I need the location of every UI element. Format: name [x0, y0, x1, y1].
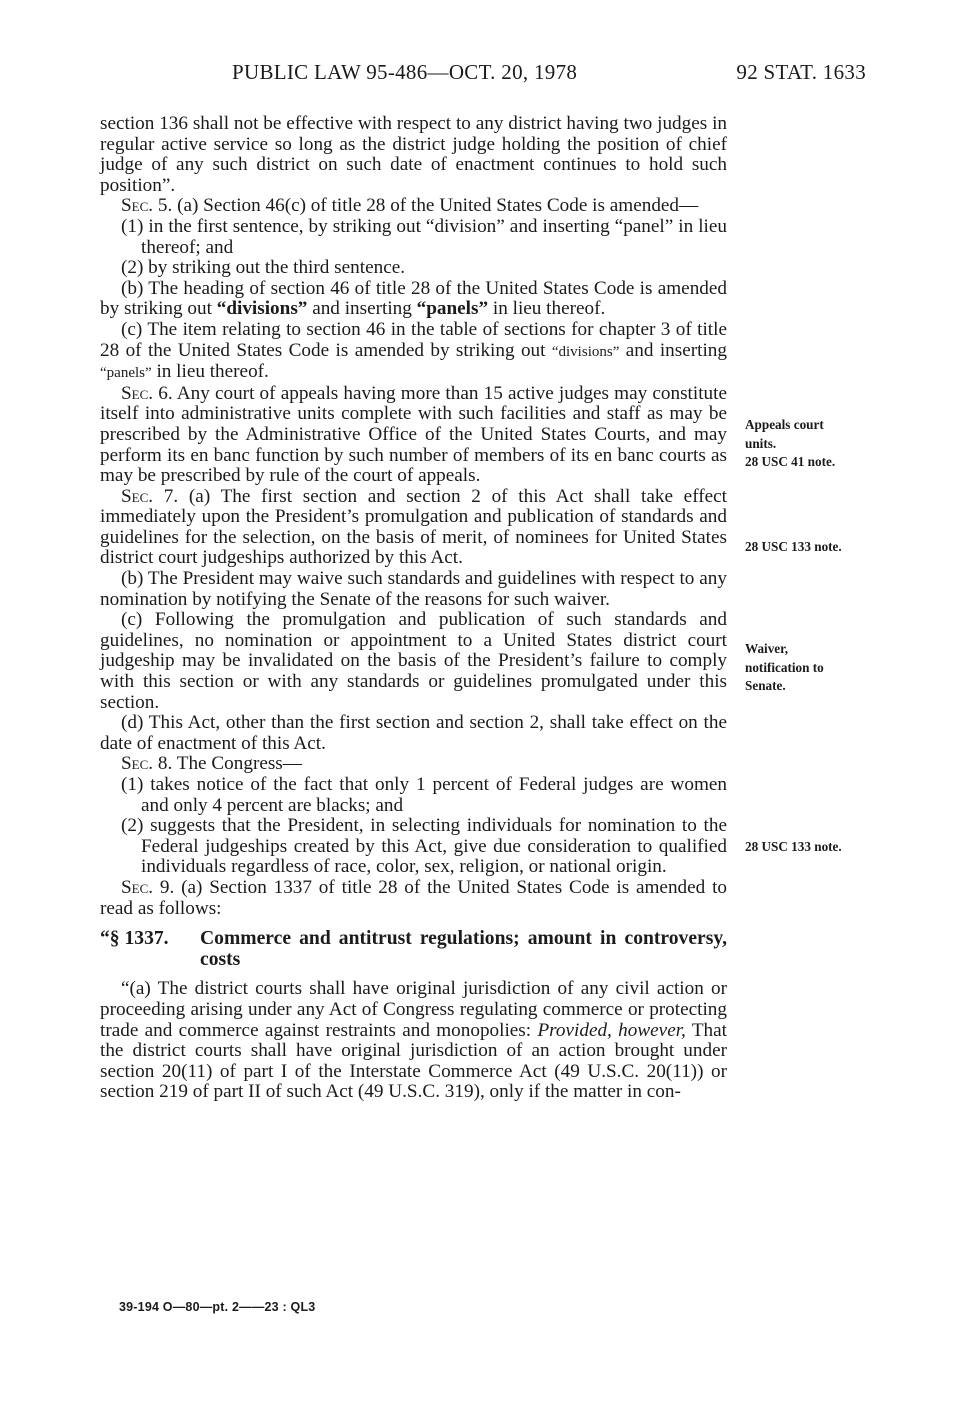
section-8-2: (2) suggests that the President, in selecting individuals for nomination to the Federal judgeships created by this Act, give due consideration to qualified individuals regardless of race, color, sex, religion, or national origin.	[121, 815, 727, 878]
margin-note-line: Appeals court	[745, 417, 824, 432]
italic-proviso: Provided, however,	[537, 1019, 686, 1041]
section-text: 6. Any court of appeals having more than 15 active judges may constitute itself into administrative units complete with such facilities and staff as may be prescribed by the Administrative Office of the United States Courts, and may perform its en banc function by such number of members of its en banc courts as may be prescribed by rule of the court of appeals.	[100, 382, 727, 487]
section-text: (b) The heading of section 46 of title 28 of the United States Code is amended by striking out	[100, 277, 727, 320]
statute-page-reference: 92 STAT. 1633	[736, 60, 866, 84]
quoted-text: That the district courts shall have original jurisdiction of an action brought under section 20(11) of part I of the Interstate Commerce Act (49 U.S.C. 20(11)) or section 219 of part II of such Act (49 U.S.C. 319), only if the matter in con-	[100, 1019, 727, 1103]
quoted-text: “(a) The district courts shall have original jurisdiction of any civil action or proceeding arising under any Act of Congress regulating commerce or protecting trade and commerce against restraints and monopolies:	[100, 978, 727, 1041]
section-5-c	[100, 320, 727, 384]
margin-note-usc133-second: 28 USC 133 note.	[745, 839, 842, 854]
section-5-a	[100, 196, 727, 217]
section-text: in lieu thereof.	[151, 361, 269, 383]
margin-note-citation: 28 USC 41 note.	[745, 454, 836, 469]
section-label: Sec.	[121, 195, 154, 217]
section-label: Sec.	[121, 382, 154, 404]
page-header	[0, 60, 954, 90]
section-7-d: (d) This Act, other than the first section and section 2, shall take effect on the date of enactment of this Act.	[100, 712, 727, 754]
section-7-c: (c) Following the promulgation and publication of such standards and guidelines, no nomination or appointment to a United States district court judgeship may be invalidated on the basis of the President’s failure to comply with this section or with any standards or guidelines promulgated under this section.	[100, 609, 727, 713]
section-9-a	[100, 878, 727, 919]
margin-note-appeals-court	[745, 416, 835, 472]
section-6	[100, 384, 727, 487]
margin-note-usc133: 28 USC 133 note.	[745, 539, 842, 554]
section-8	[100, 754, 727, 775]
section-number: “§ 1337.	[100, 928, 169, 950]
section-5-a-2: (2) by striking out the third sentence.	[121, 257, 406, 279]
printing-code: 39-194 O—80—pt. 2——23 : QL3	[119, 1300, 316, 1314]
section-text: 9. (a) Section 1337 of title 28 of the United States Code is amended to read as follows:	[100, 876, 727, 919]
section-text: and inserting	[307, 298, 417, 320]
section-text: 8. The Congress—	[153, 753, 302, 775]
section-label: Sec.	[121, 876, 154, 898]
section-7-b: (b) The President may waive such standards and guidelines with respect to any nomination by notifying the Senate of the reasons for such waiver.	[100, 568, 727, 610]
bold-term: “panels”	[416, 298, 489, 320]
section-7-a	[100, 487, 727, 569]
paragraph-continued: section 136 shall not be effective with respect to any district having two judges in regular active service so long as the district judge holding the position of chief judge of any such district on such date of enactment continues to hold such position”.	[100, 113, 727, 196]
margin-note-line: Senate.	[745, 678, 786, 693]
body-text	[100, 114, 727, 1103]
section-text: 5. (a) Section 46(c) of title 28 of the United States Code is amended—	[153, 195, 699, 217]
section-text: (c) The item relating to section 46 in the table of sections for chapter 3 of title 28 of the United States Code is amended by striking out	[100, 318, 727, 361]
section-label: Sec.	[121, 485, 154, 507]
margin-note-line: Waiver,	[745, 641, 789, 656]
section-5-b	[100, 279, 727, 320]
margin-note-line: notification to	[745, 659, 824, 675]
small-term: “divisions”	[551, 343, 620, 360]
section-heading-text: Commerce and antitrust regulations; amount in controversy, costs	[200, 928, 727, 970]
section-text: and inserting	[619, 339, 727, 361]
bold-term: “divisions”	[216, 298, 308, 320]
running-head: PUBLIC LAW 95-486—OCT. 20, 1978	[232, 60, 578, 84]
section-8-1: (1) takes notice of the fact that only 1 percent of Federal judges are women and only 4 percent are blacks; and	[121, 774, 727, 816]
section-label: Sec.	[121, 753, 154, 775]
margin-note-waiver	[745, 640, 824, 696]
section-text: in lieu thereof.	[488, 298, 606, 320]
section-1337-heading	[100, 929, 727, 970]
quoted-subsection-a	[100, 979, 727, 1103]
margin-note-line: units.	[745, 435, 777, 451]
section-5-a-1: (1) in the first sentence, by striking out “division” and inserting “panel” in lieu thereof; and	[121, 215, 727, 258]
small-term: “panels”	[100, 365, 152, 382]
section-text: 7. (a) The first section and section 2 of this Act shall take effect immediately upon the President’s promulgation and publication of standards and guidelines for the selection, on the basis of merit, of nominees for United States district court judgeships authorized by this Act.	[100, 485, 727, 569]
